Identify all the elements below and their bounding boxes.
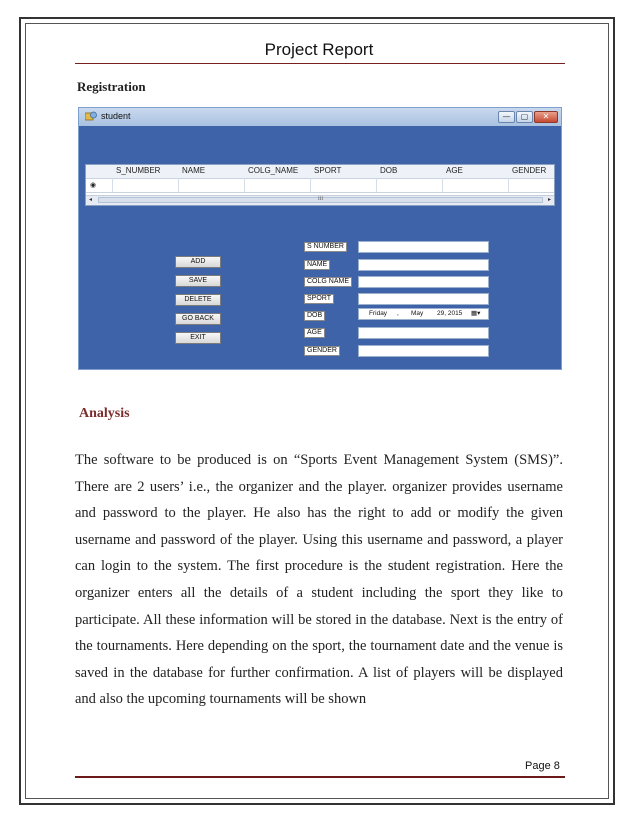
age-field[interactable] [358, 327, 489, 339]
column-header[interactable]: S_NUMBER [116, 166, 161, 175]
calendar-dropdown-icon[interactable]: ▦▾ [471, 310, 481, 317]
table-cell[interactable] [244, 178, 310, 192]
sport-field[interactable] [358, 293, 489, 305]
maximize-button[interactable]: ▢ [516, 111, 533, 123]
dob-month: May [411, 310, 424, 317]
body-paragraph: The software to be produced is on “Sports Event Management System (SMS)”. There are 2 users’ i.e., the organizer and the player. organizer provides username and password to the player. He also has the right to add or modify the given username and password of the player. Using this username and password, a player can login to the system. The first procedure is the student registration. Here the organizer enters all the details of a student including the sport they like to participate. All these information will be stored in the database. Next is the entry of the tournaments. Here depending on the sport, the tournament date and the venue is saved in the database for further confirmation. A list of players will be displayed and also the upcoming tournaments will be shown [75, 452, 563, 708]
dob-label: DOB [304, 311, 325, 321]
add-button[interactable]: ADD [175, 256, 221, 268]
window-titlebar [79, 108, 561, 126]
name-field[interactable] [358, 259, 489, 271]
column-header[interactable]: DOB [380, 166, 398, 175]
dob-day: Friday [369, 310, 388, 317]
s-number-field[interactable] [358, 241, 489, 253]
header-rule [75, 63, 565, 64]
table-cell[interactable] [310, 178, 376, 192]
save-button[interactable]: SAVE [175, 275, 221, 287]
dob-separator: , [397, 310, 399, 317]
go-back-button[interactable]: GO BACK [175, 313, 221, 325]
column-header[interactable]: COLG_NAME [248, 166, 299, 175]
gender-field[interactable] [358, 345, 489, 357]
sport-label: SPORT [304, 294, 334, 304]
s-number-label: S NUMBER [304, 242, 347, 252]
minimize-button[interactable]: — [498, 111, 515, 123]
dob-date-picker[interactable] [358, 308, 489, 320]
grid-header-row [86, 165, 554, 179]
column-header[interactable]: SPORT [314, 166, 342, 175]
registration-heading: Registration [77, 79, 146, 94]
close-button[interactable]: ✕ [534, 111, 558, 123]
body-paragraph-container [75, 447, 563, 713]
window-title: student [101, 111, 131, 121]
scroll-right-icon[interactable]: ▸ [547, 197, 551, 203]
table-cell[interactable] [376, 178, 442, 192]
app-icon [85, 111, 97, 122]
row-selector-icon[interactable]: ◉ [90, 181, 97, 189]
page-number: Page 8 [525, 760, 560, 772]
exit-button[interactable]: EXIT [175, 332, 221, 344]
scroll-thumb[interactable]: III [98, 197, 543, 203]
student-data-grid[interactable] [85, 164, 555, 206]
dob-date: 29, 2015 [437, 310, 463, 317]
colg-name-label: COLG NAME [304, 277, 352, 287]
page-header-title: Project Report [264, 40, 374, 59]
age-label: AGE [304, 328, 325, 338]
name-label: NAME [304, 260, 330, 270]
scroll-left-icon[interactable]: ◂ [89, 197, 93, 203]
horizontal-scrollbar[interactable] [86, 195, 554, 205]
analysis-heading: Analysis [79, 406, 130, 421]
table-cell[interactable] [178, 178, 244, 192]
column-header[interactable]: AGE [446, 166, 463, 175]
table-row[interactable] [86, 178, 554, 193]
footer-rule [75, 776, 565, 778]
table-cell[interactable] [112, 178, 178, 192]
delete-button[interactable]: DELETE [175, 294, 221, 306]
student-window-screenshot [78, 107, 562, 370]
column-header[interactable]: GENDER [512, 166, 547, 175]
column-header[interactable]: NAME [182, 166, 206, 175]
gender-label: GENDER [304, 346, 340, 356]
table-cell[interactable] [442, 178, 508, 192]
table-cell[interactable] [508, 178, 554, 192]
colg-name-field[interactable] [358, 276, 489, 288]
